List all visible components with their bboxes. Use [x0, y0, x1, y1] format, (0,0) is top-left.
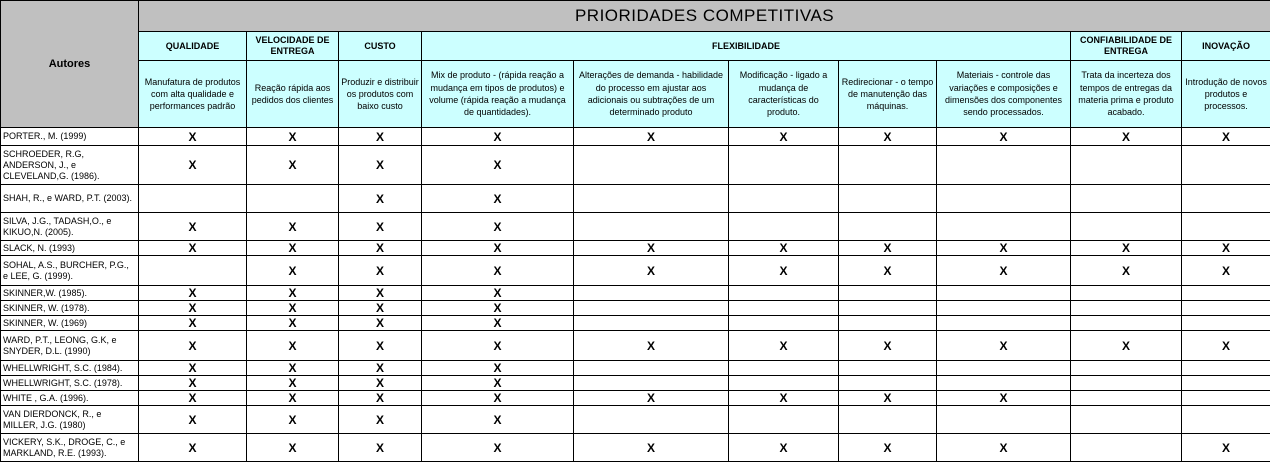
priority-mark-cell: X: [247, 241, 339, 256]
priority-mark-cell: X: [139, 391, 247, 406]
table-row: [1, 286, 1270, 301]
priority-mark-cell: [1182, 406, 1270, 434]
category-header: QUALIDADE: [139, 32, 247, 61]
priority-mark-cell: [1071, 434, 1182, 462]
author-cell: VICKERY, S.K., DROGE, C., e MARKLAND, R.E. (1993).: [1, 434, 139, 462]
author-cell: WHITE , G.A. (1996).: [1, 391, 139, 406]
priority-mark-cell: [729, 213, 839, 241]
priority-mark-cell: X: [729, 241, 839, 256]
criterion-description: Introdução de novos produtos e processos.: [1182, 61, 1270, 128]
priority-mark-cell: X: [937, 331, 1071, 361]
priority-mark-cell: X: [422, 286, 574, 301]
priority-mark-cell: X: [729, 128, 839, 146]
table-row: [1, 256, 1270, 286]
priority-mark-cell: [247, 185, 339, 213]
priority-mark-cell: [1182, 286, 1270, 301]
priority-mark-cell: X: [839, 256, 937, 286]
priority-mark-cell: [1182, 316, 1270, 331]
category-header: CONFIABILIDADE DE ENTREGA: [1071, 32, 1182, 61]
priority-mark-cell: X: [247, 376, 339, 391]
priority-mark-cell: [937, 301, 1071, 316]
criterion-description: Reação rápida aos pedidos dos clientes: [247, 61, 339, 128]
priority-mark-cell: [937, 316, 1071, 331]
priority-mark-cell: X: [1182, 331, 1270, 361]
priority-mark-cell: [574, 213, 729, 241]
priority-mark-cell: X: [139, 406, 247, 434]
priority-mark-cell: X: [574, 128, 729, 146]
priority-mark-cell: X: [422, 391, 574, 406]
priority-mark-cell: X: [1071, 256, 1182, 286]
category-header: VELOCIDADE DE ENTREGA: [247, 32, 339, 61]
table-row: [1, 316, 1270, 331]
author-cell: SCHROEDER, R.G, ANDERSON, J., e CLEVELAND,G. (1986).: [1, 146, 139, 185]
priority-mark-cell: [729, 406, 839, 434]
priority-mark-cell: X: [422, 316, 574, 331]
table-row: [1, 241, 1270, 256]
priority-mark-cell: X: [729, 256, 839, 286]
author-cell: WHELLWRIGHT, S.C. (1978).: [1, 376, 139, 391]
priority-mark-cell: [574, 185, 729, 213]
priority-mark-cell: X: [729, 331, 839, 361]
priority-mark-cell: [729, 316, 839, 331]
criterion-description: Redirecionar - o tempo de manutenção das máquinas.: [839, 61, 937, 128]
priority-mark-cell: [1071, 406, 1182, 434]
priority-mark-cell: X: [937, 256, 1071, 286]
priority-mark-cell: X: [339, 256, 422, 286]
priority-mark-cell: [937, 213, 1071, 241]
priority-mark-cell: X: [839, 241, 937, 256]
priority-mark-cell: X: [339, 146, 422, 185]
priority-mark-cell: [937, 406, 1071, 434]
priority-mark-cell: [937, 185, 1071, 213]
priority-mark-cell: X: [422, 213, 574, 241]
priority-mark-cell: [1071, 146, 1182, 185]
priority-mark-cell: X: [247, 361, 339, 376]
priority-mark-cell: X: [1071, 331, 1182, 361]
priority-mark-cell: X: [422, 185, 574, 213]
priority-mark-cell: [1182, 213, 1270, 241]
priority-mark-cell: X: [422, 256, 574, 286]
priority-mark-cell: X: [1182, 434, 1270, 462]
category-header: INOVAÇÃO: [1182, 32, 1270, 61]
author-cell: SKINNER, W. (1969): [1, 316, 139, 331]
priority-mark-cell: X: [339, 128, 422, 146]
priority-mark-cell: [1071, 391, 1182, 406]
priority-mark-cell: X: [1182, 241, 1270, 256]
priority-mark-cell: X: [1071, 241, 1182, 256]
priority-mark-cell: X: [247, 316, 339, 331]
priority-mark-cell: [1182, 146, 1270, 185]
priority-mark-cell: X: [139, 376, 247, 391]
priority-mark-cell: [574, 146, 729, 185]
priority-mark-cell: X: [422, 361, 574, 376]
table-row: [1, 128, 1270, 146]
priority-mark-cell: X: [339, 213, 422, 241]
priority-mark-cell: X: [729, 434, 839, 462]
criterion-description: Manufatura de produtos com alta qualidade e performances padrão: [139, 61, 247, 128]
priority-mark-cell: X: [422, 241, 574, 256]
priority-mark-cell: [1071, 361, 1182, 376]
priority-mark-cell: [729, 146, 839, 185]
priority-mark-cell: X: [339, 185, 422, 213]
priority-mark-cell: [839, 185, 937, 213]
priority-mark-cell: X: [339, 434, 422, 462]
priority-mark-cell: X: [247, 256, 339, 286]
priority-mark-cell: X: [247, 128, 339, 146]
priority-mark-cell: X: [839, 331, 937, 361]
author-cell: WARD, P.T., LEONG, G.K, e SNYDER, D.L. (1990): [1, 331, 139, 361]
priority-mark-cell: [1071, 185, 1182, 213]
priority-mark-cell: X: [139, 434, 247, 462]
priority-mark-cell: [574, 361, 729, 376]
priority-mark-cell: X: [574, 391, 729, 406]
priority-mark-cell: X: [339, 241, 422, 256]
author-cell: WHELLWRIGHT, S.C. (1984).: [1, 361, 139, 376]
priority-mark-cell: X: [1182, 256, 1270, 286]
table-row: [1, 391, 1270, 406]
priority-mark-cell: [937, 361, 1071, 376]
author-cell: VAN DIERDONCK, R., e MILLER, J.G. (1980): [1, 406, 139, 434]
priority-mark-cell: [139, 256, 247, 286]
priority-mark-cell: X: [339, 391, 422, 406]
table-row: [1, 406, 1270, 434]
priority-mark-cell: [1182, 376, 1270, 391]
priority-mark-cell: X: [339, 331, 422, 361]
priority-mark-cell: X: [247, 391, 339, 406]
priority-mark-cell: [574, 316, 729, 331]
priority-mark-cell: [139, 185, 247, 213]
priority-mark-cell: X: [139, 128, 247, 146]
priority-mark-cell: X: [422, 376, 574, 391]
priority-mark-cell: X: [937, 434, 1071, 462]
category-header: FLEXIBILIDADE: [422, 32, 1071, 61]
author-cell: SLACK, N. (1993): [1, 241, 139, 256]
priority-mark-cell: X: [1071, 128, 1182, 146]
priority-mark-cell: X: [139, 331, 247, 361]
priority-mark-cell: X: [422, 406, 574, 434]
priority-mark-cell: X: [574, 434, 729, 462]
priority-mark-cell: X: [339, 376, 422, 391]
priority-mark-cell: [839, 301, 937, 316]
priority-mark-cell: [937, 146, 1071, 185]
author-cell: SOHAL, A.S., BURCHER, P.G., e LEE, G. (1999).: [1, 256, 139, 286]
priority-mark-cell: X: [339, 286, 422, 301]
priority-mark-cell: X: [139, 241, 247, 256]
priority-mark-cell: X: [839, 434, 937, 462]
description-header-row: [1, 61, 1270, 128]
priority-mark-cell: X: [139, 316, 247, 331]
table-row: [1, 331, 1270, 361]
priority-mark-cell: X: [839, 128, 937, 146]
priority-mark-cell: [729, 361, 839, 376]
priority-mark-cell: [1182, 185, 1270, 213]
category-header: CUSTO: [339, 32, 422, 61]
priority-mark-cell: [574, 286, 729, 301]
priority-mark-cell: X: [839, 391, 937, 406]
priority-mark-cell: [1182, 361, 1270, 376]
priority-mark-cell: [1071, 301, 1182, 316]
priority-mark-cell: [839, 146, 937, 185]
table-row: [1, 376, 1270, 391]
priority-mark-cell: X: [339, 361, 422, 376]
priority-mark-cell: X: [247, 286, 339, 301]
table-row: [1, 146, 1270, 185]
priority-mark-cell: X: [247, 406, 339, 434]
priority-mark-cell: [574, 376, 729, 391]
priority-mark-cell: X: [422, 301, 574, 316]
priority-mark-cell: X: [574, 241, 729, 256]
table-row: [1, 361, 1270, 376]
priority-mark-cell: [1071, 213, 1182, 241]
author-cell: PORTER., M. (1999): [1, 128, 139, 146]
criterion-description: Trata da incerteza dos tempos de entregas da materia prima e produto acabado.: [1071, 61, 1182, 128]
author-cell: SKINNER,W. (1985).: [1, 286, 139, 301]
priority-mark-cell: [729, 286, 839, 301]
priority-mark-cell: [1071, 286, 1182, 301]
priority-mark-cell: [574, 301, 729, 316]
author-cell: SILVA, J.G., TADASH,O., e KIKUO,N. (2005).: [1, 213, 139, 241]
priority-mark-cell: [937, 376, 1071, 391]
priority-mark-cell: [839, 361, 937, 376]
priority-mark-cell: X: [339, 301, 422, 316]
priority-mark-cell: X: [247, 301, 339, 316]
priority-mark-cell: X: [247, 331, 339, 361]
priority-mark-cell: [1071, 316, 1182, 331]
authors-header: Autores: [1, 1, 139, 128]
author-cell: SKINNER, W. (1978).: [1, 301, 139, 316]
priority-mark-cell: X: [422, 331, 574, 361]
priority-mark-cell: X: [247, 213, 339, 241]
priority-mark-cell: X: [139, 301, 247, 316]
priority-mark-cell: [839, 376, 937, 391]
priority-mark-cell: X: [139, 286, 247, 301]
priority-mark-cell: [1182, 301, 1270, 316]
priority-mark-cell: X: [574, 256, 729, 286]
priority-mark-cell: X: [937, 241, 1071, 256]
table-row: [1, 434, 1270, 462]
table-row: [1, 213, 1270, 241]
criterion-description: Materiais - controle das variações e composições e dimensões dos componentes sendo processados.: [937, 61, 1071, 128]
priority-mark-cell: X: [247, 146, 339, 185]
priority-mark-cell: X: [247, 434, 339, 462]
priority-mark-cell: X: [139, 213, 247, 241]
priority-mark-cell: [729, 301, 839, 316]
table-row: [1, 185, 1270, 213]
priority-mark-cell: X: [139, 361, 247, 376]
priority-mark-cell: X: [574, 331, 729, 361]
criterion-description: Mix de produto - (rápida reação a mudança em tipos de produtos) e volume (rápida reação a mudança de quantidades).: [422, 61, 574, 128]
category-header-row: [1, 32, 1270, 61]
priority-mark-cell: [729, 376, 839, 391]
priority-mark-cell: [729, 185, 839, 213]
priority-mark-cell: X: [339, 316, 422, 331]
criterion-description: Produzir e distribuir os produtos com baixo custo: [339, 61, 422, 128]
priority-mark-cell: [839, 286, 937, 301]
author-cell: SHAH, R., e WARD, P.T. (2003).: [1, 185, 139, 213]
priority-mark-cell: X: [422, 128, 574, 146]
priority-mark-cell: X: [1182, 128, 1270, 146]
priority-mark-cell: [839, 213, 937, 241]
table-row: [1, 301, 1270, 316]
priority-mark-cell: X: [139, 146, 247, 185]
priority-mark-cell: X: [422, 434, 574, 462]
priority-mark-cell: X: [339, 406, 422, 434]
priority-mark-cell: X: [729, 391, 839, 406]
priority-mark-cell: [839, 406, 937, 434]
priority-mark-cell: [839, 316, 937, 331]
criterion-description: Alterações de demanda - habilidade do processo em ajustar aos adicionais ou subtrações de um determinado produto: [574, 61, 729, 128]
priority-mark-cell: X: [422, 146, 574, 185]
priority-mark-cell: X: [937, 391, 1071, 406]
priority-mark-cell: [937, 286, 1071, 301]
priority-mark-cell: [1071, 376, 1182, 391]
priority-mark-cell: X: [937, 128, 1071, 146]
priority-mark-cell: [574, 406, 729, 434]
priority-mark-cell: [1182, 391, 1270, 406]
criterion-description: Modificação - ligado a mudança de características do produto.: [729, 61, 839, 128]
table-title: PRIORIDADES COMPETITIVAS: [139, 1, 1270, 32]
